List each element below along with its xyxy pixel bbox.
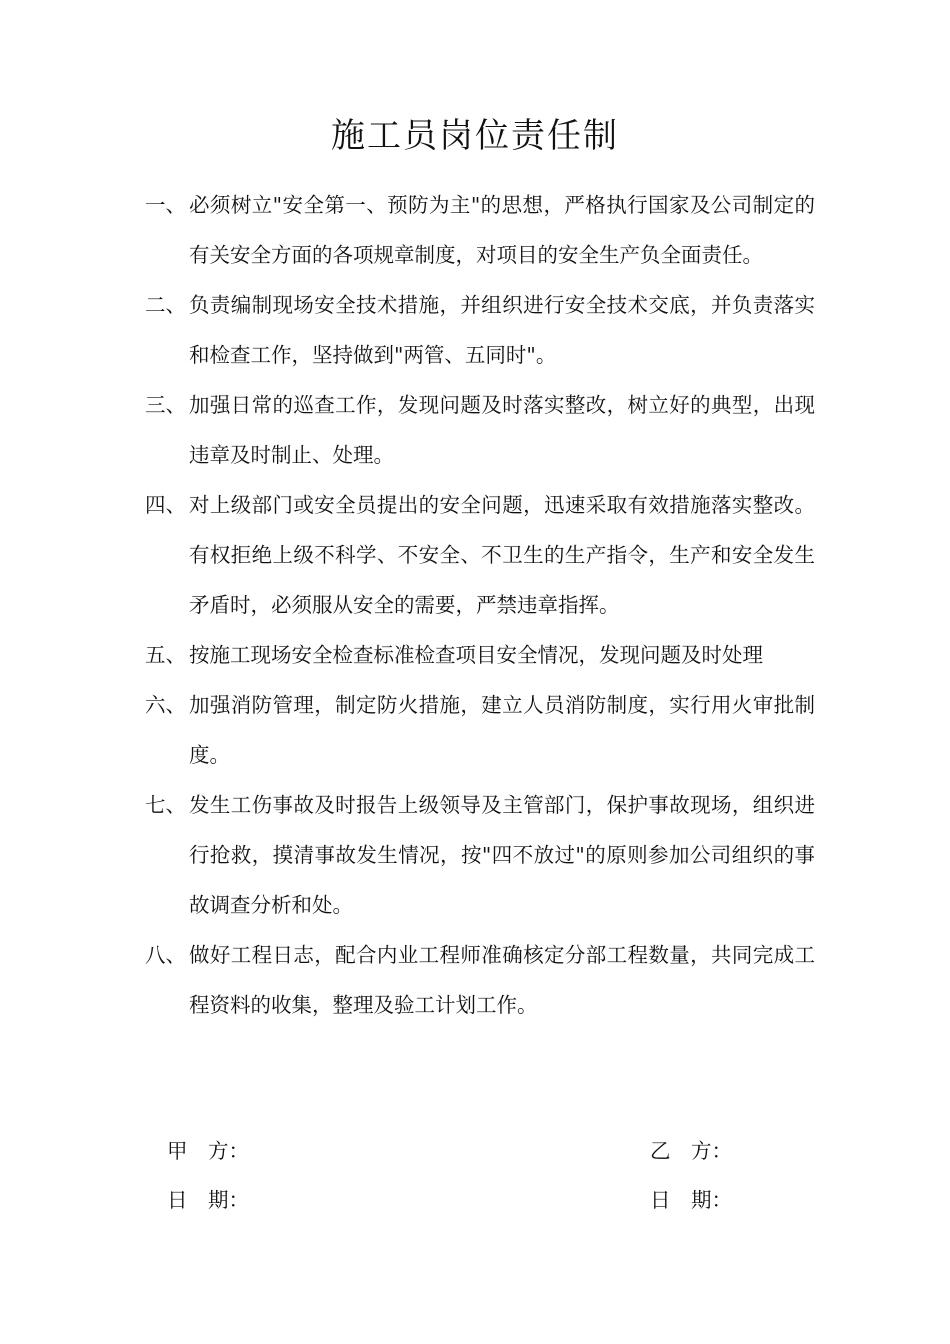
clause-number: 三、 [145,393,186,417]
clause-text: 做好工程日志，配合内业工程师准确核定分部工程数量，共同完成工程资料的收集，整理及验工计划工作。 [189,943,815,1017]
clause-item [145,280,815,380]
clause-number: 八、 [145,943,186,967]
clause-item [145,480,815,630]
clause-text: 必须树立"安全第一、预防为主"的思想，严格执行国家及公司制定的有关安全方面的各项规章制度，对项目的安全生产负全面责任。 [189,193,815,267]
clause-number: 六、 [145,693,186,717]
clause-item [145,180,815,280]
clause-text: 对上级部门或安全员提出的安全问题，迅速采取有效措施落实整改。有权拒绝上级不科学、不安全、不卫生的生产指令，生产和安全发生矛盾时，必须服从安全的需要，严禁违章指挥。 [189,493,815,617]
clause-text: 按施工现场安全检查标准检查项目安全情况，发现问题及时处理 [189,643,763,667]
clause-number: 七、 [145,793,186,817]
clause-number: 五、 [145,643,186,667]
date-b-label: 日 期： [650,1188,732,1212]
clause-list [145,180,815,1030]
date-a-label: 日 期： [167,1188,249,1212]
clause-text: 负责编制现场安全技术措施，并组织进行安全技术交底，并负责落实和检查工作，坚持做到"两管、五同时"。 [189,293,815,367]
clause-text: 加强消防管理，制定防火措施，建立人员消防制度，实行用火审批制度。 [189,693,815,767]
clause-text: 加强日常的巡查工作，发现问题及时落实整改，树立好的典型，出现违章及时制止、处理。 [189,393,815,467]
clause-number: 一、 [145,193,186,217]
clause-item [145,930,815,1030]
clause-item [145,380,815,480]
clause-number: 四、 [145,493,186,517]
clause-item [145,780,815,930]
clause-item [145,630,815,680]
clause-number: 二、 [145,293,186,317]
party-a-label: 甲 方： [167,1139,249,1163]
clause-text: 发生工伤事故及时报告上级领导及主管部门，保护事故现场，组织进行抢救，摸清事故发生情况，按"四不放过"的原则参加公司组织的事故调查分析和处。 [189,793,815,917]
party-b-label: 乙 方： [650,1139,732,1163]
clause-item [145,680,815,780]
document-title: 施工员岗位责任制 [331,116,619,156]
